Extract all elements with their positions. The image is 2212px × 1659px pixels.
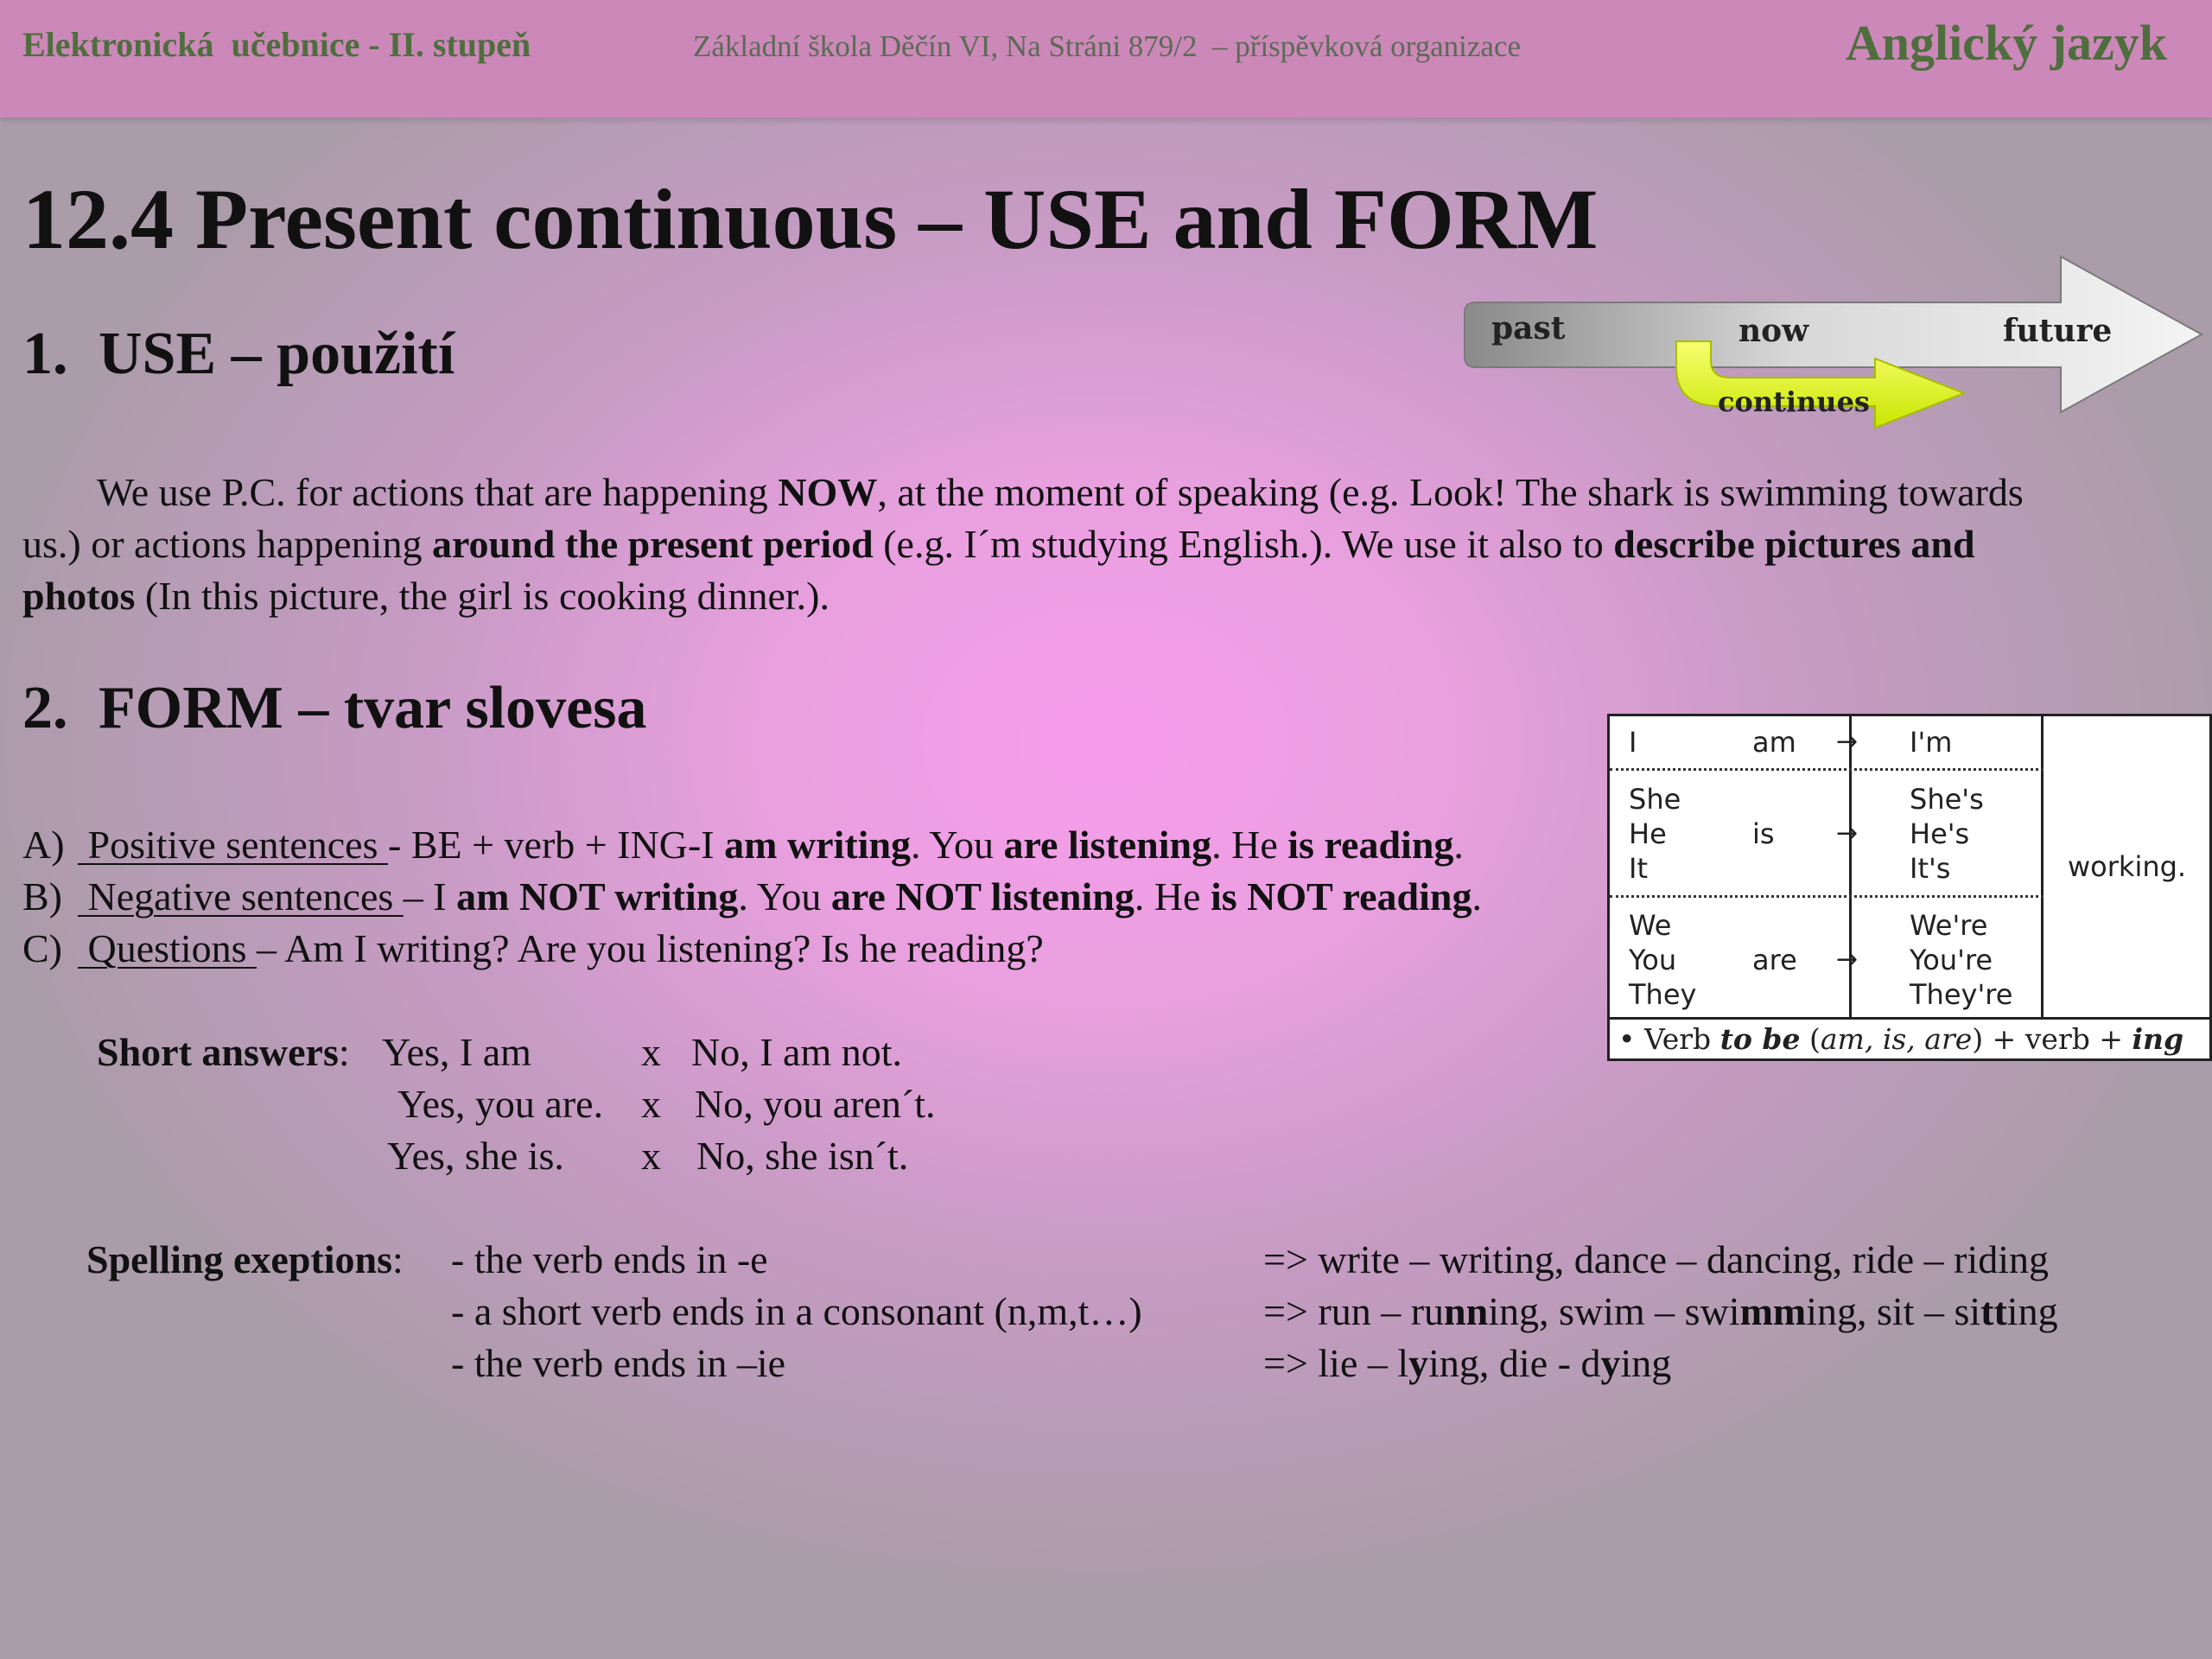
arrow-right-icon: →	[1836, 727, 1859, 757]
verb-is: is	[1752, 817, 1775, 850]
table-divider	[2041, 716, 2044, 1017]
row-text: – Am I writing? Are you listening? Is he reading?	[257, 926, 1044, 970]
spelling-rule-1: - the verb ends in -e	[451, 1237, 768, 1281]
use-paragraph-text: We use P.C. for actions that are happening NOW, at the moment of speaking (e.g. Look! The shark is swimming towards us.) or actions happening around the present period (e.g. I´m studying English.). We use it also to describe pictures and photos (In this picture, the girl is cooking dinner.).	[22, 470, 2024, 618]
working-label: working.	[2068, 850, 2187, 883]
timeline-continues-label: continues	[1718, 385, 1870, 418]
pronoun-you: You	[1629, 944, 1677, 976]
section-number: 1.	[22, 321, 68, 387]
pronoun-it: It	[1629, 852, 1648, 885]
short-she-s: She's	[1910, 783, 1984, 816]
short-you-re: You're	[1910, 944, 1993, 976]
short-answer-yes-2: Yes, you are.	[397, 1082, 604, 1126]
pronoun-i: I	[1629, 726, 1637, 759]
questions-link[interactable]: Questions	[78, 926, 257, 970]
use-paragraph	[22, 467, 2070, 622]
spelling-label	[86, 1234, 404, 1286]
row-label: B)	[22, 874, 62, 918]
verb-are: are	[1752, 944, 1797, 976]
pronoun-he: He	[1629, 817, 1667, 850]
footnote-text: • Verb to be (am, is, are) + verb + ing	[1618, 1022, 2184, 1056]
row-text: - BE + verb + ING-I am writing. You are listening. He is reading.	[388, 823, 1464, 867]
form-row-questions	[22, 923, 1044, 975]
table-footnote	[1610, 1017, 2209, 1058]
spelling-example-1: => write – writing, dance – dancing, ride – riding	[1263, 1237, 2050, 1281]
short-answer-x-1: x	[641, 1030, 661, 1074]
header-left: Elektronická učebnice - II. stupeň	[22, 25, 531, 64]
section-number: 2.	[22, 675, 68, 741]
short-answer-no-2: No, you aren´t.	[695, 1082, 936, 1126]
table-row-divider	[1610, 895, 2044, 898]
negative-sentences-link[interactable]: Negative sentences	[78, 874, 404, 918]
timeline-arrow-icon	[1460, 255, 2212, 454]
spelling-rule-2: - a short verb ends in a consonant (n,m,t…)	[451, 1289, 1142, 1333]
header-bar	[0, 0, 2212, 118]
verb-am: am	[1752, 726, 1796, 759]
short-answers-title: Short answers	[97, 1030, 339, 1074]
spelling-example-3: => lie – lying, die - dying	[1263, 1341, 1672, 1385]
spelling-title: Spelling exeptions	[86, 1237, 393, 1281]
spelling-example-2: => run – running, swim – swimming, sit – sitting	[1263, 1289, 2058, 1333]
form-row-negative	[22, 871, 1482, 923]
arrow-right-icon: →	[1836, 944, 1859, 975]
row-text: – I am NOT writing. You are NOT listening. He is NOT reading.	[403, 874, 1482, 918]
row-label: A)	[22, 823, 65, 867]
timeline-past-label: past	[1491, 310, 1566, 346]
section-use-heading	[22, 320, 454, 389]
short-answer-yes-3: Yes, she is.	[387, 1134, 564, 1178]
timeline-graphic	[1460, 255, 2212, 454]
positive-sentences-link[interactable]: Positive sentences	[78, 823, 388, 867]
short-answers-label	[97, 1027, 350, 1078]
row-label: C)	[22, 926, 62, 970]
arrow-right-icon: →	[1836, 818, 1859, 849]
section-form-heading	[22, 674, 646, 743]
header-school: Základní škola Děčín VI, Na Stráni 879/2 – příspěvková organizace	[693, 29, 1522, 63]
colon: :	[392, 1237, 404, 1281]
short-answer-yes-1: Yes, I am	[382, 1030, 531, 1074]
short-answer-no-1: No, I am not.	[691, 1030, 903, 1074]
short-answer-no-3: No, she isn´t.	[696, 1134, 909, 1178]
short-we-re: We're	[1910, 909, 1988, 942]
short-i-m: I'm	[1910, 726, 1953, 759]
table-row-divider	[1610, 768, 2044, 771]
to-be-conjugation-table	[1607, 714, 2212, 1061]
short-answer-x-2: x	[641, 1082, 661, 1126]
header-subject: Anglický jazyk	[1845, 15, 2167, 71]
short-it-s: It's	[1910, 852, 1951, 885]
colon: :	[338, 1030, 350, 1074]
pronoun-they: They	[1629, 978, 1697, 1011]
pronoun-she: She	[1629, 783, 1681, 816]
page-title: 12.4 Present continuous – USE and FORM	[22, 171, 1599, 267]
timeline-future-label: future	[2003, 313, 2113, 349]
section-title: USE – použití	[99, 321, 455, 387]
pronoun-we: We	[1629, 909, 1672, 942]
section-title: FORM – tvar slovesa	[99, 675, 647, 741]
short-they-re: They're	[1910, 978, 2013, 1011]
short-he-s: He's	[1910, 817, 1970, 850]
short-answer-x-3: x	[641, 1134, 661, 1178]
form-row-positive	[22, 819, 1464, 871]
timeline-now-label: now	[1738, 313, 1809, 349]
spelling-rule-3: - the verb ends in –ie	[451, 1341, 786, 1385]
